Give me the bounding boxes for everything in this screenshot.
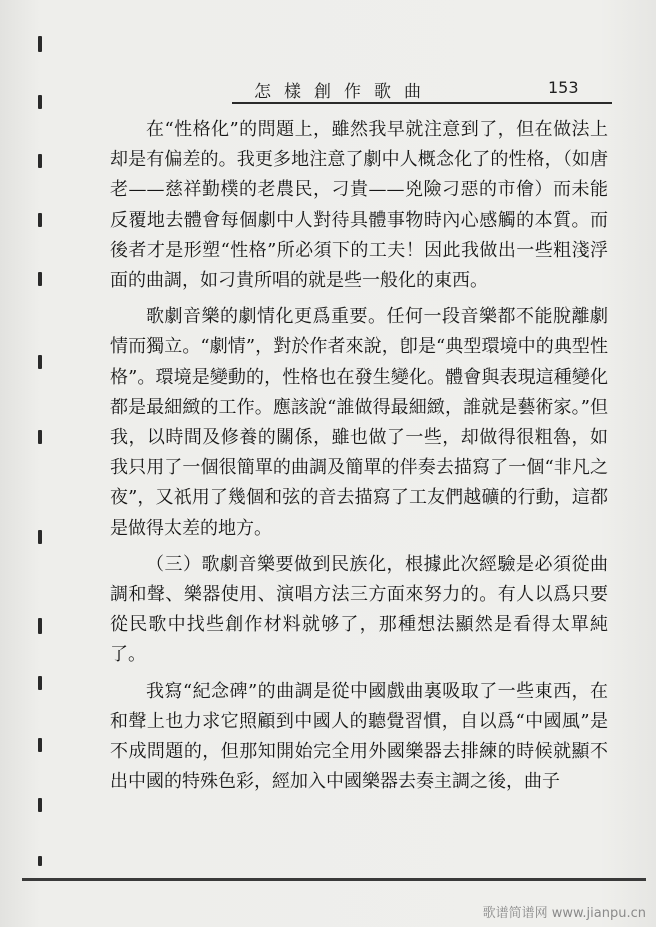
body-text: [110, 115, 608, 803]
paragraph: 我寫“紀念碑”的曲調是從中國戲曲裏吸取了一些東西，在和聲上也力求它照顧到中國人的聽覺習慣，自以爲“中國風”是不成問題的，但那知開始完全用外國樂器去排練的時候就顯不出中國的特殊色彩，經加入中國樂器去奏主調之後，曲子: [110, 680, 608, 793]
paragraph: 在“性格化”的問題上，雖然我早就注意到了，但在做法上却是有偏差的。我更多地注意了劇中人概念化了的性格，（如唐老——慈祥勤樸的老農民，刁貴——兇險刁惡的市儈）而未能反覆地去體會每個劇中人對待具體事物時內心感觸的本質。而後者才是形塑“性格”所必須下的工夫！因此我做出一些粗淺浮面的曲調，如刁貴所唱的就是些一般化的東西。: [110, 119, 608, 292]
binding-mark: [38, 355, 42, 369]
binding-mark: [38, 618, 42, 634]
binding-mark: [38, 676, 42, 690]
binding-mark: [38, 738, 42, 752]
paragraph: （三）歌劇音樂要做到民族化，根據此次經驗是必須從曲調和聲、樂器使用、演唱方法三方面來努力的。有人以爲只要從民歌中找些創作材料就够了，那種想法顯然是看得太單純了。: [110, 553, 608, 666]
paragraph: 歌劇音樂的劇情化更爲重要。任何一段音樂都不能脫離劇情而獨立。“劇情”，對於作者來說，卽是“典型環境中的典型性格”。環境是變動的，性格也在發生變化。體會與表現這種變化都是最細緻的工作。應該說“誰做得最細緻，誰就是藝術家。”但我，以時間及修養的關係，雖也做了一些，却做得很粗魯，如我只用了一個很簡單的曲調及簡單的伴奏去描寫了一個“非凡之夜”，又祇用了幾個和弦的音去描寫了工友們越礦的行動，這都是做得太差的地方。: [110, 306, 608, 539]
header-title: 怎樣創作歌曲: [254, 82, 434, 102]
watermark: 歌谱简谱网 www.jianpu.cn: [482, 906, 646, 921]
binding-mark: [38, 798, 42, 812]
header-rule: [232, 102, 612, 104]
binding-mark: [38, 272, 42, 286]
binding-mark: [38, 154, 42, 168]
binding-mark: [38, 856, 42, 866]
bottom-rule: [22, 878, 646, 881]
binding-mark: [38, 430, 42, 444]
running-header: [232, 76, 579, 102]
binding-mark: [38, 213, 42, 227]
binding-mark: [38, 95, 42, 109]
binding-mark: [38, 36, 42, 52]
binding-mark: [38, 530, 42, 544]
page-number: 153: [548, 78, 579, 97]
